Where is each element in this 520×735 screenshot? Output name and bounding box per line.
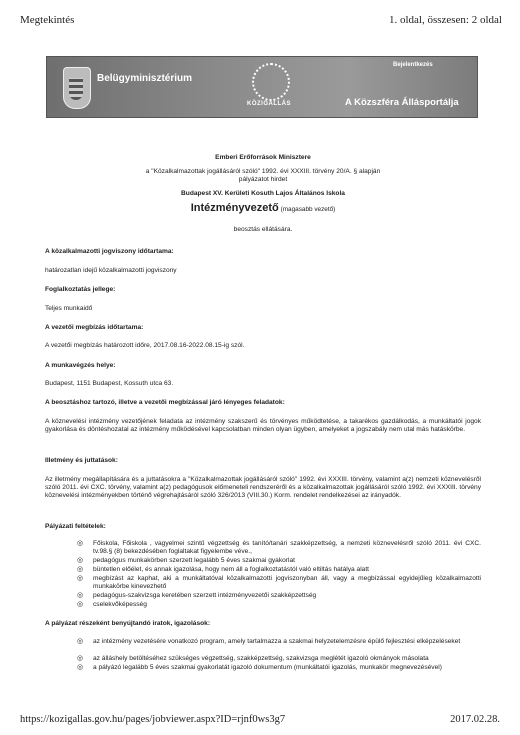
list-item: Főiskola, Főiskola , vagyelmei szintű végzettség és tanító/tanári szakképzettség, a nemzeti köznevelésről szóló 2011. évi CXC. tv.98.§ (8) bekezdésében foglaltakat figyelembe véve.,: [93, 540, 481, 555]
bullet-icon: ◎: [77, 566, 84, 573]
print-footer-date: 2017.02.28.: [450, 714, 500, 725]
section-heading: A közalkalmazotti jogviszony időtartama:: [45, 248, 174, 255]
list-item: büntetlen előélet, és annak igazolása, hogy nem áll a foglalkoztatástól való eltiltás hatálya alatt: [93, 566, 370, 573]
section-heading: A vezetői megbízás időtartama:: [45, 324, 144, 331]
section-text: Budapest, 1151 Budapest, Kossuth utca 63.: [45, 380, 174, 387]
bullet-icon: ◎: [77, 557, 84, 564]
position-note: (magasabb vezető): [280, 206, 336, 213]
announce-text: pályázatot hirdet: [238, 176, 288, 183]
list-item: az álláshely betöltéséhez szükséges végzettség, szakképzettség, szakvizsga meglétét igazoló okmányok másolata: [93, 655, 429, 662]
position-name: Intézményvezető: [190, 202, 279, 214]
school-name: Budapest XV. Kerületi Kosuth Lajos Általános Iskola: [181, 190, 345, 197]
print-header-page-count: 1. oldal, összesen: 2 oldal: [388, 14, 502, 26]
list-item: cselekvőképesség: [93, 601, 147, 608]
section-text: A vezetői megbízás határozott időre, 2017.08.16-2022.08.15-ig szól.: [45, 342, 245, 349]
hungarian-coat-of-arms-icon: [63, 67, 91, 109]
conditions-heading: Pályázati feltételek:: [45, 523, 106, 530]
section-text: A köznevelési intézmény vezetőjének feladata az intézmény szakszerű és törvényes működtetése, a takarékos gazdálkodás, a munkáltatói jogok gyakorlása és döntéshozatal az intézmény működésével kapcsolatban minden olyan ügyben, amelyeket a jogszabály nem utal más hatáskörbe.: [45, 418, 481, 433]
bullet-icon: ◎: [77, 540, 84, 547]
list-item: pedagógus-szakvizsga keretében szerzett intézményvezetői szakképzettség: [93, 592, 317, 599]
bullet-icon: ◎: [77, 592, 84, 599]
portal-title: A Közszféra Állásportálja: [345, 97, 459, 108]
site-banner: [46, 56, 478, 118]
bullet-icon: ◎: [77, 655, 84, 662]
section-text: határozatlan idejű közalkalmazotti jogviszony: [45, 267, 177, 274]
print-header-left: Megtekintés: [20, 14, 75, 26]
section-heading: A beosztáshoz tartozó, illetve a vezetői megbízással járó lényeges feladatok:: [45, 399, 285, 406]
section-heading: Illetmény és juttatások:: [45, 457, 118, 464]
brand-logo: KÖZIGÁLLÁS: [247, 101, 291, 107]
bullet-icon: ◎: [77, 638, 84, 645]
filling-text: beosztás ellátására.: [233, 226, 293, 233]
section-heading: A munkavégzés helye:: [45, 362, 116, 369]
org-name: Emberi Erőforrások Minisztere: [215, 154, 311, 161]
position-title: [45, 204, 481, 214]
ministry-name: Belügyminisztérium: [97, 73, 193, 84]
bullet-icon: ◎: [77, 601, 84, 608]
section-text: Teljes munkaidő: [45, 305, 93, 312]
section-text: Az illetmény megállapítására és a juttatásokra a "Közalkalmazottak jogállásáról szóló" 1992. évi XXXIII. törvény, valamint a(z) nemzeti köznevelésről szóló 2011. évi CXC. törvény, valamint a(z) pedagógusok előmeneteli rendszeréről és a közalkalmazottak jogállásáról szóló 1992. évi XXXIII. törvény köznevelési intézményekben történő végrehajtásáról szóló 326/2013 (VIII.30.) Korm. rendelet rendelkezései az irányadók.: [45, 476, 481, 499]
bullet-icon: ◎: [77, 664, 84, 671]
list-item: az intézmény vezetésére vonatkozó program, amely tartalmazza a szakmai helyzetelemzésre épülő fejlesztési elképzeléseket: [93, 638, 461, 645]
section-heading: Foglalkoztatás jellege:: [45, 286, 116, 293]
print-footer-url[interactable]: https://kozigallas.gov.hu/pages/jobviewer.aspx?ID=rjnf0ws3g7: [20, 714, 286, 725]
list-item: a pályázó legalább 5 éves szakmai gyakorlatát igazoló dokumentum (munkáltatói igazolás, munkakör megnevezésével): [93, 664, 442, 671]
eu-stars-icon: [252, 63, 290, 101]
bullet-icon: ◎: [77, 575, 84, 582]
law-reference: a "Közalkalmazottak jogállásáról szóló" 1992. évi XXXIII. törvény 20/A. § alapján: [145, 168, 381, 175]
list-item: megbízást az kaphat, aki a munkáltatóval közalkalmazotti jogviszonyban áll, vagy a megbízással egyidejűleg közalkalmazotti munkakörbe kinevezhető: [93, 575, 481, 590]
login-link[interactable]: Bejelentkezés: [393, 62, 433, 68]
list-item: pedagógus munkakörben szerzett legalább 5 éves szakmai gyakorlat: [93, 557, 295, 564]
documents-heading: A pályázat részeként benyújtandó iratok, igazolások:: [45, 620, 211, 627]
